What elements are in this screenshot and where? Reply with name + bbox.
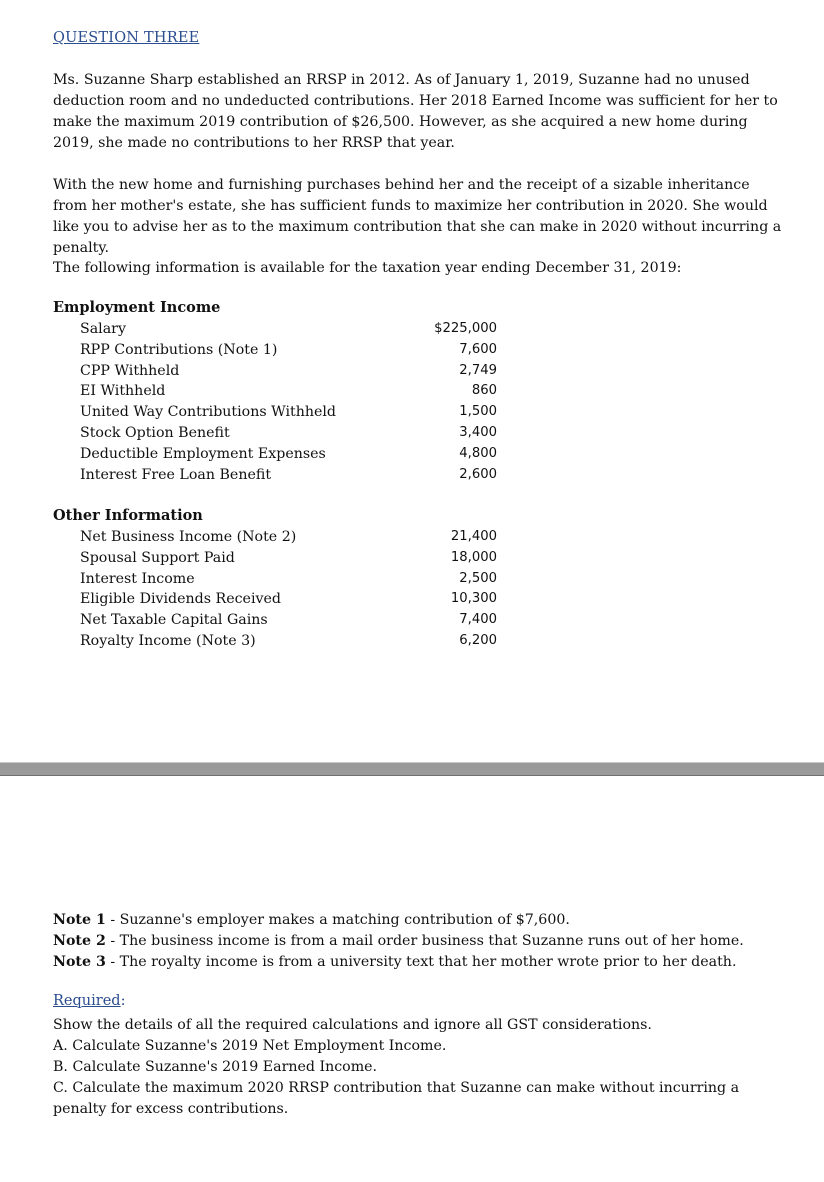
intro-paragraph: Ms. Suzanne Sharp established an RRSP in 2012. As of January 1, 2019, Suzanne had no unused deduction room and no undeducted contributions. Her 2018 Earned Income was sufficient for her to make the maximum 2019 contribution of $26,500. However, as she acquired a new home during 2019, she made no contributions to her RRSP that year. bbox=[53, 72, 778, 151]
employment-income-heading: Employment Income bbox=[53, 299, 221, 316]
row-value: 7,600 bbox=[459, 341, 497, 357]
table-row bbox=[80, 631, 500, 652]
question-title: QUESTION THREE bbox=[53, 30, 200, 46]
row-label: Salary bbox=[80, 321, 126, 337]
required-item-a: A. Calculate Suzanne's 2019 Net Employment Income. bbox=[53, 1038, 447, 1054]
table-row bbox=[80, 444, 500, 465]
note-text: - The business income is from a mail order business that Suzanne runs out of her home. bbox=[105, 933, 744, 949]
table-row bbox=[80, 402, 500, 423]
row-label: Interest Free Loan Benefit bbox=[80, 466, 272, 483]
row-label: Net Business Income (Note 2) bbox=[80, 529, 297, 545]
note-label: Note 2 bbox=[53, 933, 106, 949]
table-row bbox=[80, 361, 500, 382]
table-row bbox=[80, 465, 500, 486]
row-value: 4,800 bbox=[459, 445, 497, 461]
table-row bbox=[80, 548, 500, 569]
note-2 bbox=[53, 931, 793, 952]
row-label: RPP Contributions (Note 1) bbox=[80, 341, 278, 358]
table-row bbox=[80, 319, 500, 340]
row-value: 6,200 bbox=[459, 632, 497, 648]
table-row bbox=[80, 527, 500, 548]
row-value: 860 bbox=[471, 383, 497, 399]
row-label: Interest Income bbox=[80, 570, 195, 587]
required-heading-colon: : bbox=[120, 993, 126, 1009]
info-lead-paragraph: The following information is available for the taxation year ending December 31, 2019: bbox=[53, 260, 682, 276]
note-1 bbox=[53, 910, 793, 931]
row-label: Eligible Dividends Received bbox=[80, 591, 281, 608]
row-label: Royalty Income (Note 3) bbox=[80, 632, 256, 649]
row-value: 1,500 bbox=[459, 404, 497, 420]
table-row bbox=[80, 340, 500, 361]
table-row bbox=[80, 423, 500, 444]
row-label: CPP Withheld bbox=[80, 362, 180, 379]
note-label: Note 1 bbox=[53, 912, 106, 928]
required-item-c: C. Calculate the maximum 2020 RRSP contribution that Suzanne can make without incurring a penalty for excess contributions. bbox=[53, 1080, 740, 1117]
context-paragraph: With the new home and furnishing purchases behind her and the receipt of a sizable inheritance from her mother's estate, she has sufficient funds to maximize her contribution in 2020. She would like you to advise her as to the maximum contribution that she can make in 2020 without incurring a penalty. bbox=[53, 177, 782, 256]
note-3 bbox=[53, 952, 793, 973]
required-block bbox=[53, 1015, 773, 1120]
table-row bbox=[80, 381, 500, 402]
other-information-table bbox=[80, 527, 500, 652]
note-text: - Suzanne's employer makes a matching contribution of $7,600. bbox=[105, 912, 570, 928]
required-heading-text: Required bbox=[53, 993, 121, 1009]
row-label: Spousal Support Paid bbox=[80, 549, 235, 566]
row-value: 21,400 bbox=[450, 529, 497, 544]
required-heading bbox=[53, 993, 125, 1009]
required-item-b: B. Calculate Suzanne's 2019 Earned Income. bbox=[53, 1059, 378, 1075]
other-information-heading: Other Information bbox=[53, 507, 203, 524]
row-value: $225,000 bbox=[434, 321, 497, 336]
row-value: 2,749 bbox=[459, 362, 497, 378]
row-label: Net Taxable Capital Gains bbox=[80, 612, 268, 629]
note-text: - The royalty income is from a university text that her mother wrote prior to her death. bbox=[105, 954, 737, 970]
employment-income-table bbox=[80, 319, 500, 485]
note-label: Note 3 bbox=[53, 954, 106, 970]
row-value: 2,600 bbox=[459, 466, 497, 482]
row-value: 7,400 bbox=[459, 612, 497, 628]
table-row bbox=[80, 589, 500, 610]
section-divider bbox=[0, 762, 824, 776]
row-value: 18,000 bbox=[450, 549, 497, 565]
row-label: Stock Option Benefit bbox=[80, 424, 230, 441]
row-label: United Way Contributions Withheld bbox=[80, 404, 336, 421]
row-value: 2,500 bbox=[459, 570, 497, 586]
row-label: EI Withheld bbox=[80, 383, 166, 400]
row-value: 10,300 bbox=[450, 591, 497, 607]
table-row bbox=[80, 610, 500, 631]
table-row bbox=[80, 569, 500, 590]
required-intro: Show the details of all the required calculations and ignore all GST considerations. bbox=[53, 1017, 652, 1033]
notes-block bbox=[53, 910, 793, 973]
row-value: 3,400 bbox=[459, 424, 497, 440]
row-label: Deductible Employment Expenses bbox=[80, 445, 326, 462]
